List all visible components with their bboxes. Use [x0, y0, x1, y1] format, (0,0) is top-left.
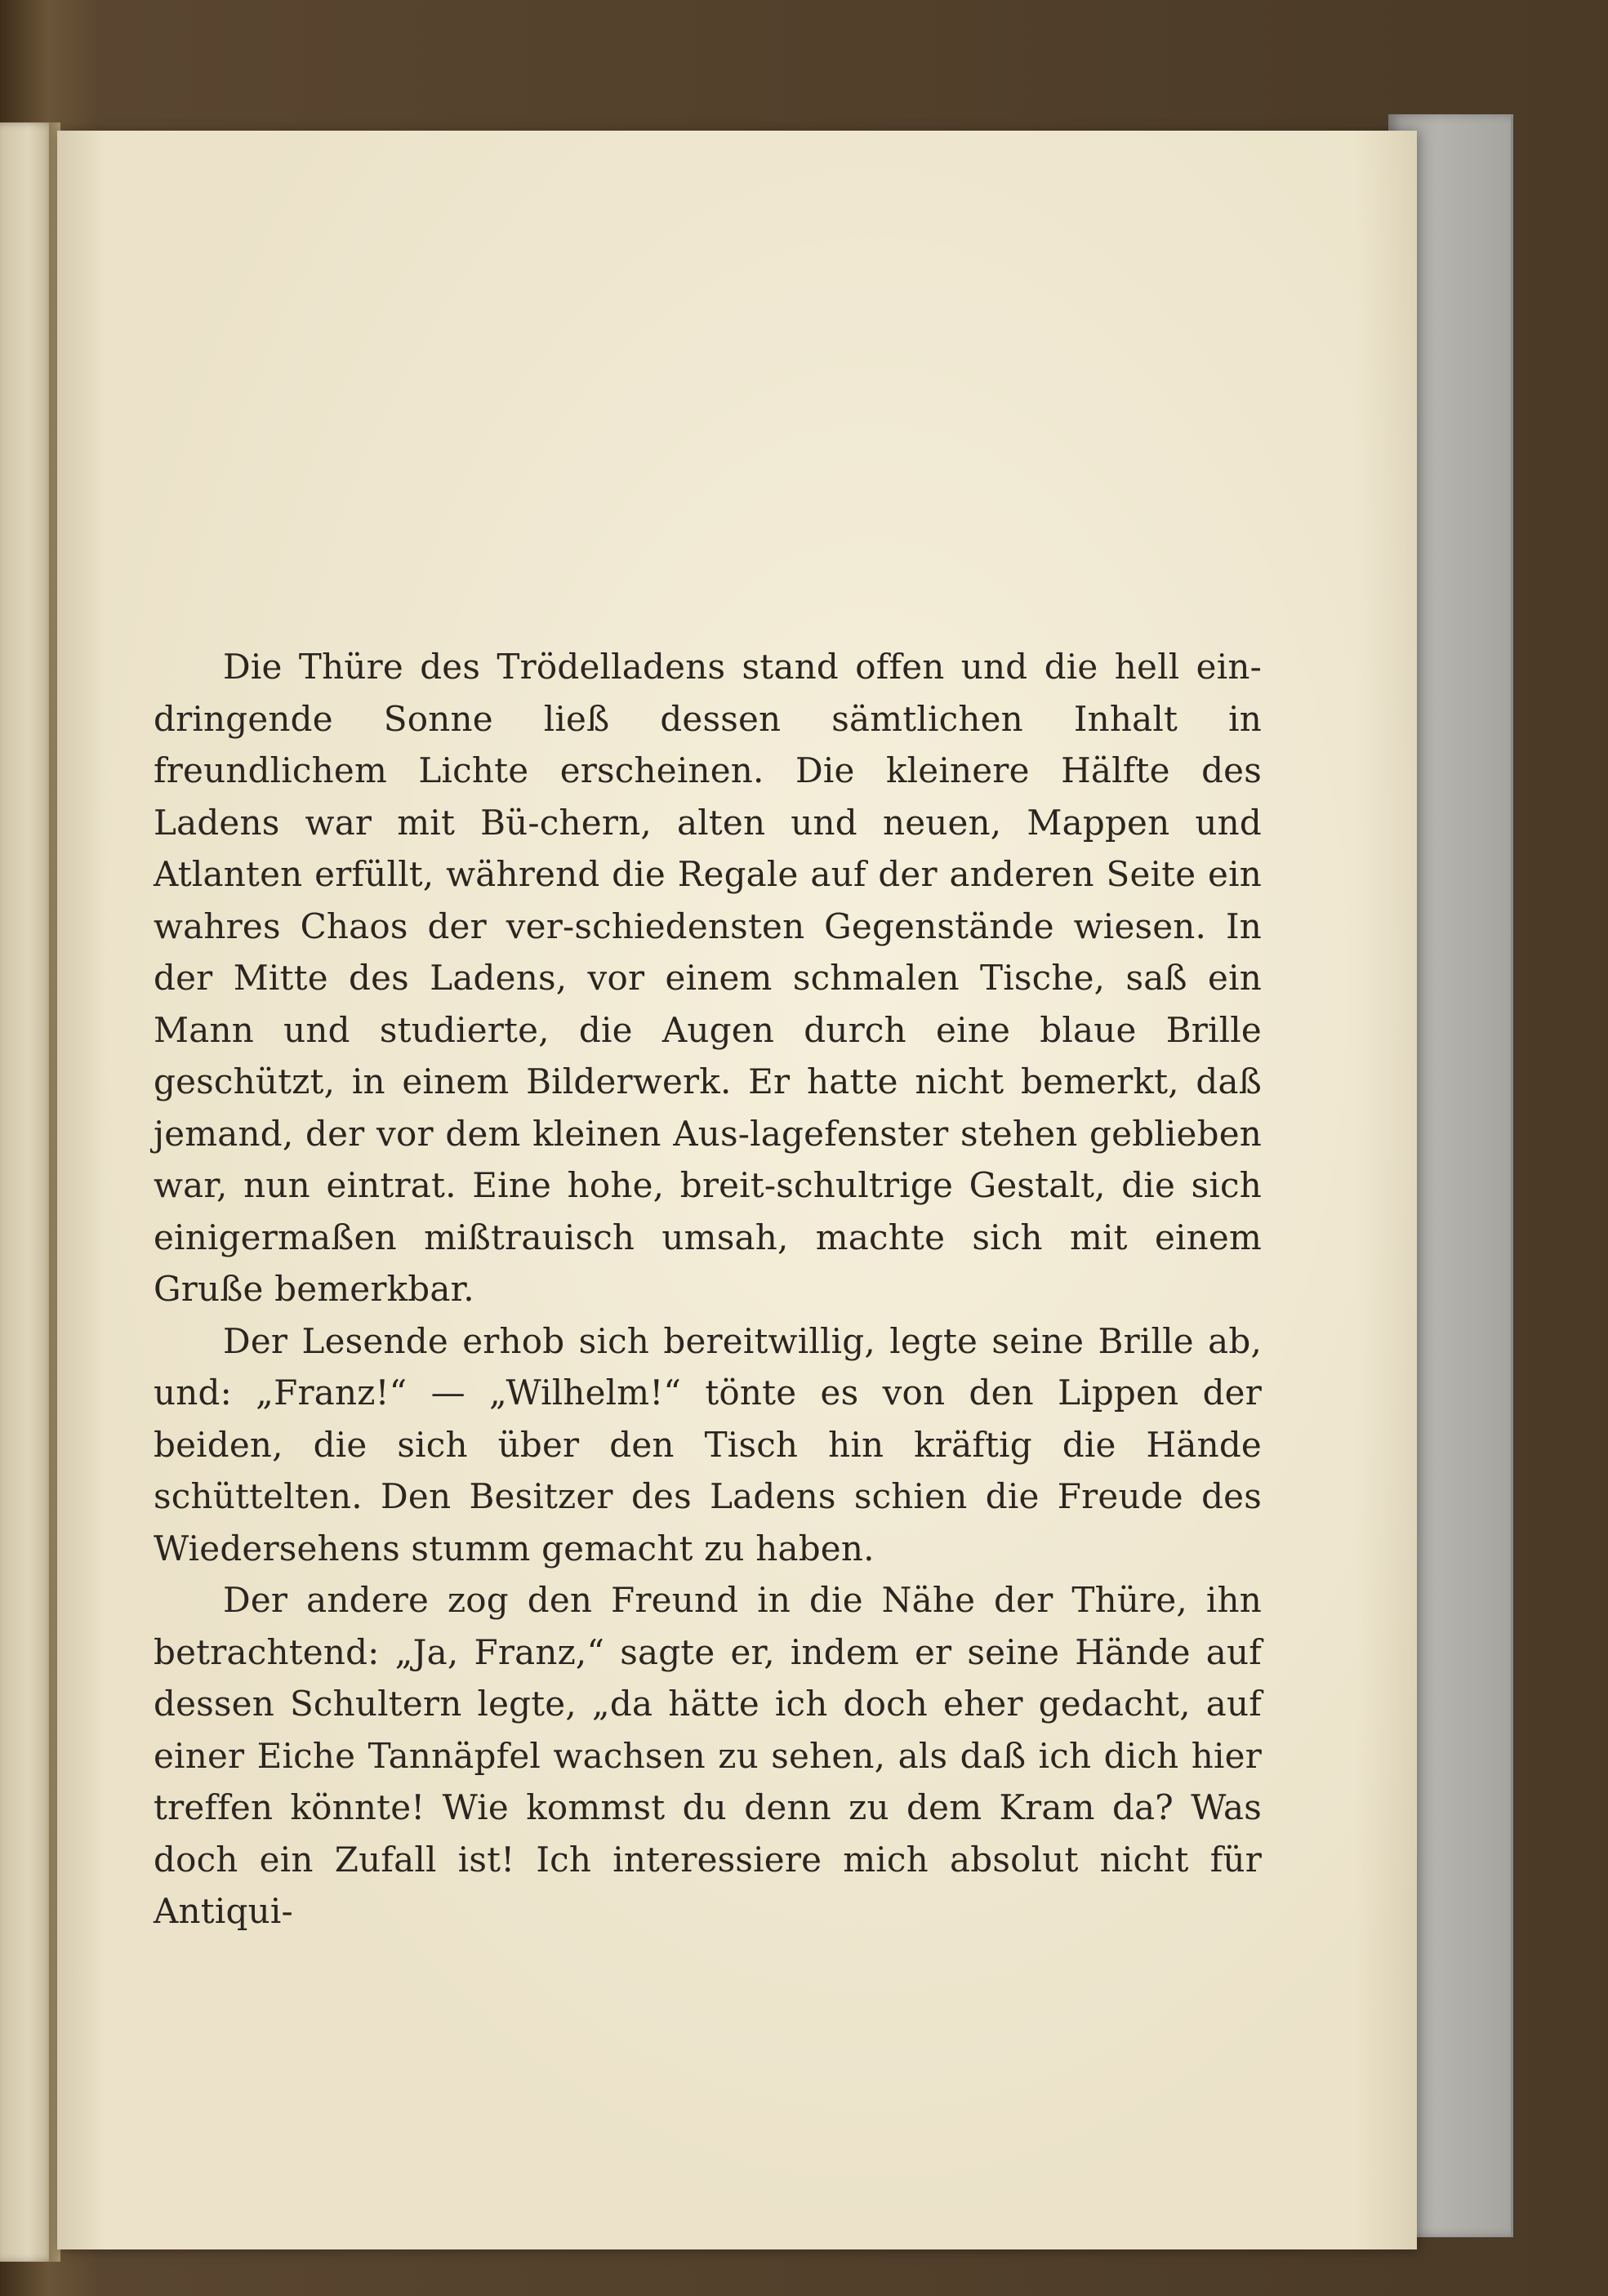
paragraph-2: Der Lesende erhob sich bereitwillig, legte seine Brille ab, und: „Franz!“ — „Wilhelm!“ tönte es von den Lippen der beiden, die sich über den Tisch hin kräftig die Hände schüttelten. Den Besitzer des Ladens schien die Freude des Wiedersehens stumm gemacht zu haben. — [154, 1320, 1262, 1568]
paragraph-1: Die Thüre des Trödelladens stand offen und die hell ein-dringende Sonne ließ dessen sämtlichen Inhalt in freundlichem Lichte erscheinen. Die kleinere Hälfte des Ladens war mit Bü-chern, alten und neuen, Mappen und Atlanten erfüllt, während die Regale auf der anderen Seite ein wahres Chaos der ver-schiedensten Gegenstände wiesen. In der Mitte des Ladens, vor einem schmalen Tische, saß ein Mann und studierte, die Augen durch eine blaue Brille geschützt, in einem Bilderwerk. Er hatte nicht bemerkt, daß jemand, der vor dem kleinen Aus-lagefenster stehen geblieben war, nun eintrat. Eine hohe, breit-schultrige Gestalt, die sich einigermaßen mißtrauisch umsah, machte sich mit einem Gruße bemerkbar. — [154, 647, 1262, 1309]
paragraph-3: Der andere zog den Freund in die Nähe der Thüre, ihn betrachtend: „Ja, Franz,“ sagte er, indem er seine Hände auf dessen Schultern legte, „da hätte ich doch eher gedacht, auf einer Eiche Tannäpfel wachsen zu sehen, als daß ich dich hier treffen könnte! Wie kommst du denn zu dem Kram da? Was doch ein Zufall ist! Ich interessiere mich absolut nicht für Antiqui- — [154, 1580, 1262, 1931]
page-text — [154, 641, 1262, 1938]
